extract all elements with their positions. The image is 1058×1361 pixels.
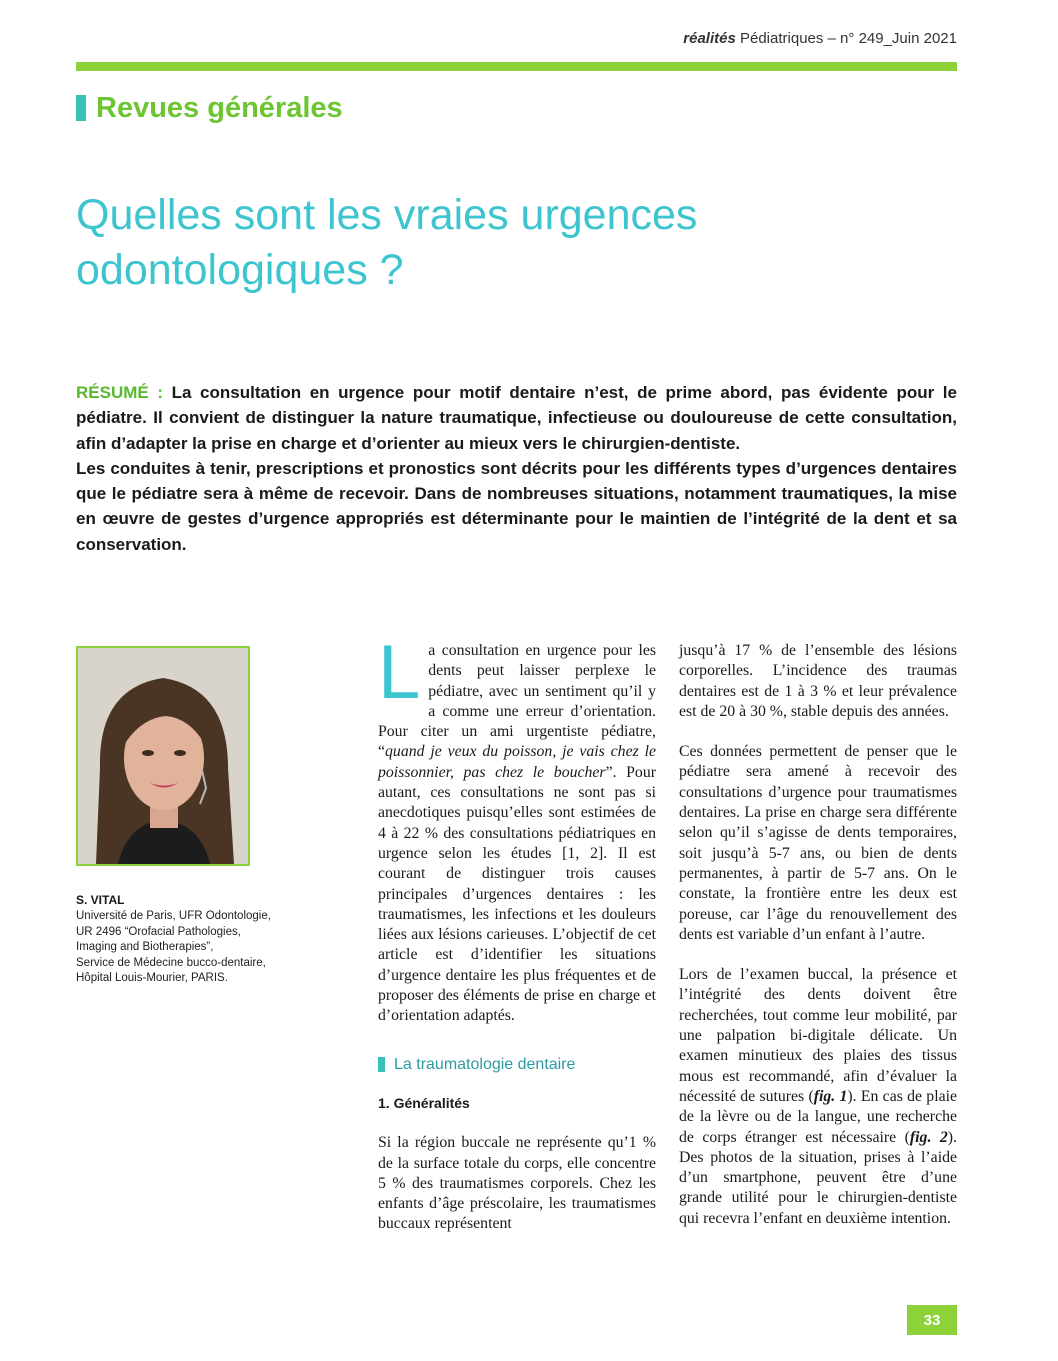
drop-cap: L	[378, 630, 421, 715]
body-text: ). En cas de plaie de la lèvre ou de la langue, une recherche de corps étranger est nécessaire (	[679, 1087, 957, 1146]
article-title	[76, 188, 936, 298]
author-name: S. VITAL	[76, 893, 125, 907]
figure-reference: fig. 1	[813, 1087, 848, 1105]
journal-issue: Pédiatriques – n° 249_Juin 2021	[735, 30, 957, 47]
body-paragraph: Si la région buccale ne représente qu’1 % de la surface totale du corps, elle concentre 5 % des traumatismes corporels. Chez les enfants d’âge préscolaire, les traumatismes buccaux représentent	[378, 1134, 656, 1233]
intro-paragraph	[378, 630, 656, 1027]
abstract-paragraph-1	[76, 380, 957, 456]
figure-reference: fig. 2	[909, 1128, 948, 1146]
body-paragraph: Ces données permettent de penser que le pédiatre sera amené à recevoir des consultations d’urgence pour traumatismes dentaires. La prise en charge sera différente selon qu’il s’agisse de dents temporaires, soit jusqu’à 5-7 ans, ou bien de dents permanentes, à partir de 5-7 ans. On le constate, la frontière entre les deux est poreuse, car l’âge du renouvellement des dents est variable d’un enfant à l’autre.	[679, 743, 957, 943]
body-text: Lors de l’examen buccal, la présence et l’intégrité des dents doivent être recherchées, tout comme leur mobilité, par une palpation bi-digitale délicate. Un examen minutieux des plaies des tissus mous est recommandé, afin d’évaluer la nécessité de sutures (	[679, 966, 957, 1105]
title-line-2: odontologiques ?	[76, 246, 404, 294]
author-portrait-illustration	[78, 648, 248, 864]
journal-brand: réalités	[683, 30, 736, 47]
abstract-text-1: La consultation en urgence pour motif dentaire n’est, de prime abord, pas évidente pour le pédiatre. Il convient de distinguer la nature traumatique, infectieuse ou douloureuse de cette consultation, afin d’adapter la prise en charge et d’orienter au mieux vers le chirurgien-dentiste.	[76, 383, 957, 453]
section-label: Revues générales	[96, 91, 343, 124]
journal-header	[76, 30, 957, 47]
heading-marker	[378, 1057, 385, 1072]
intro-text-a: a consultation en urgence pour les dents peut laisser perplexe le pédiatre, avec un sentiment qu’il y a comme une erreur d’orientation. Pour citer un ami urgentiste pédiatre, “	[378, 642, 656, 761]
body-column-2	[679, 641, 957, 1249]
section-tag	[76, 90, 343, 126]
header-rule	[76, 62, 957, 71]
affiliation-line: Imaging and Biotherapies”,	[76, 941, 214, 953]
body-paragraph: jusqu’à 17 % de l’ensemble des lésions corporelles. L’incidence des traumas dentaires est de 1 à 3 % et leur prévalence est de 20 à 30 %, stable depuis des années.	[679, 642, 957, 720]
intro-text-b: ”. Pour autant, ces consultations ne sont pas si anecdotiques puisqu’elles sont estimées de 4 à 22 % des consultations pédiatriques en urgence selon les études [1, 2]. Il est courant de distinguer trois causes principales d’urgences dentaires : les traumatismes, les infections et les douleurs liées aux lésions carieuses. L’objectif de cet article est d’identifier les situations d’urgence dentaire les plus fréquentes et de proposer des éléments de prise en charge et d’orientation adaptés.	[378, 763, 656, 1025]
affiliation-line: Service de Médecine bucco-dentaire,	[76, 956, 266, 969]
abstract	[76, 380, 957, 557]
body-column-1	[378, 630, 656, 1255]
affiliation-line: UR 2496 “Orofacial Pathologies,	[76, 925, 241, 938]
abstract-label: RÉSUMÉ :	[76, 383, 163, 402]
section-marker	[76, 95, 86, 121]
author-photo	[76, 646, 250, 866]
affiliation-line: Hôpital Louis-Mourier, PARIS.	[76, 972, 228, 984]
page-number: 33	[907, 1305, 957, 1335]
author-affiliation	[76, 909, 296, 987]
section-heading-text: La traumatologie dentaire	[394, 1055, 576, 1073]
abstract-paragraph-2: Les conduites à tenir, prescriptions et pronostics sont décrits pour les différents types d’urgences dentaires que le pédiatre sera à même de recevoir. Dans de nombreuses situations, notamment traumatiques, la mise en œuvre de gestes d’urgence appropriés est déterminante pour le maintien de l’intégrité de la dent et sa conservation.	[76, 458, 957, 554]
body-text: ). Des photos de la situation, prises à l’aide d’un smartphone, peuvent être d’une grande utilité pour le chirurgien-dentiste qui recevra l’enfant en deuxième intention.	[679, 1128, 957, 1227]
author-block	[76, 893, 296, 987]
intro-quote: quand je veux du poisson, je vais chez le poissonnier, pas chez le boucher	[378, 743, 656, 781]
body-paragraph	[679, 965, 957, 1229]
subsection-heading: 1. Généralités	[378, 1094, 470, 1111]
title-line-1: Quelles sont les vraies urgences	[76, 191, 698, 239]
section-heading	[378, 1055, 656, 1075]
affiliation-line: Université de Paris, UFR Odontologie,	[76, 910, 271, 922]
